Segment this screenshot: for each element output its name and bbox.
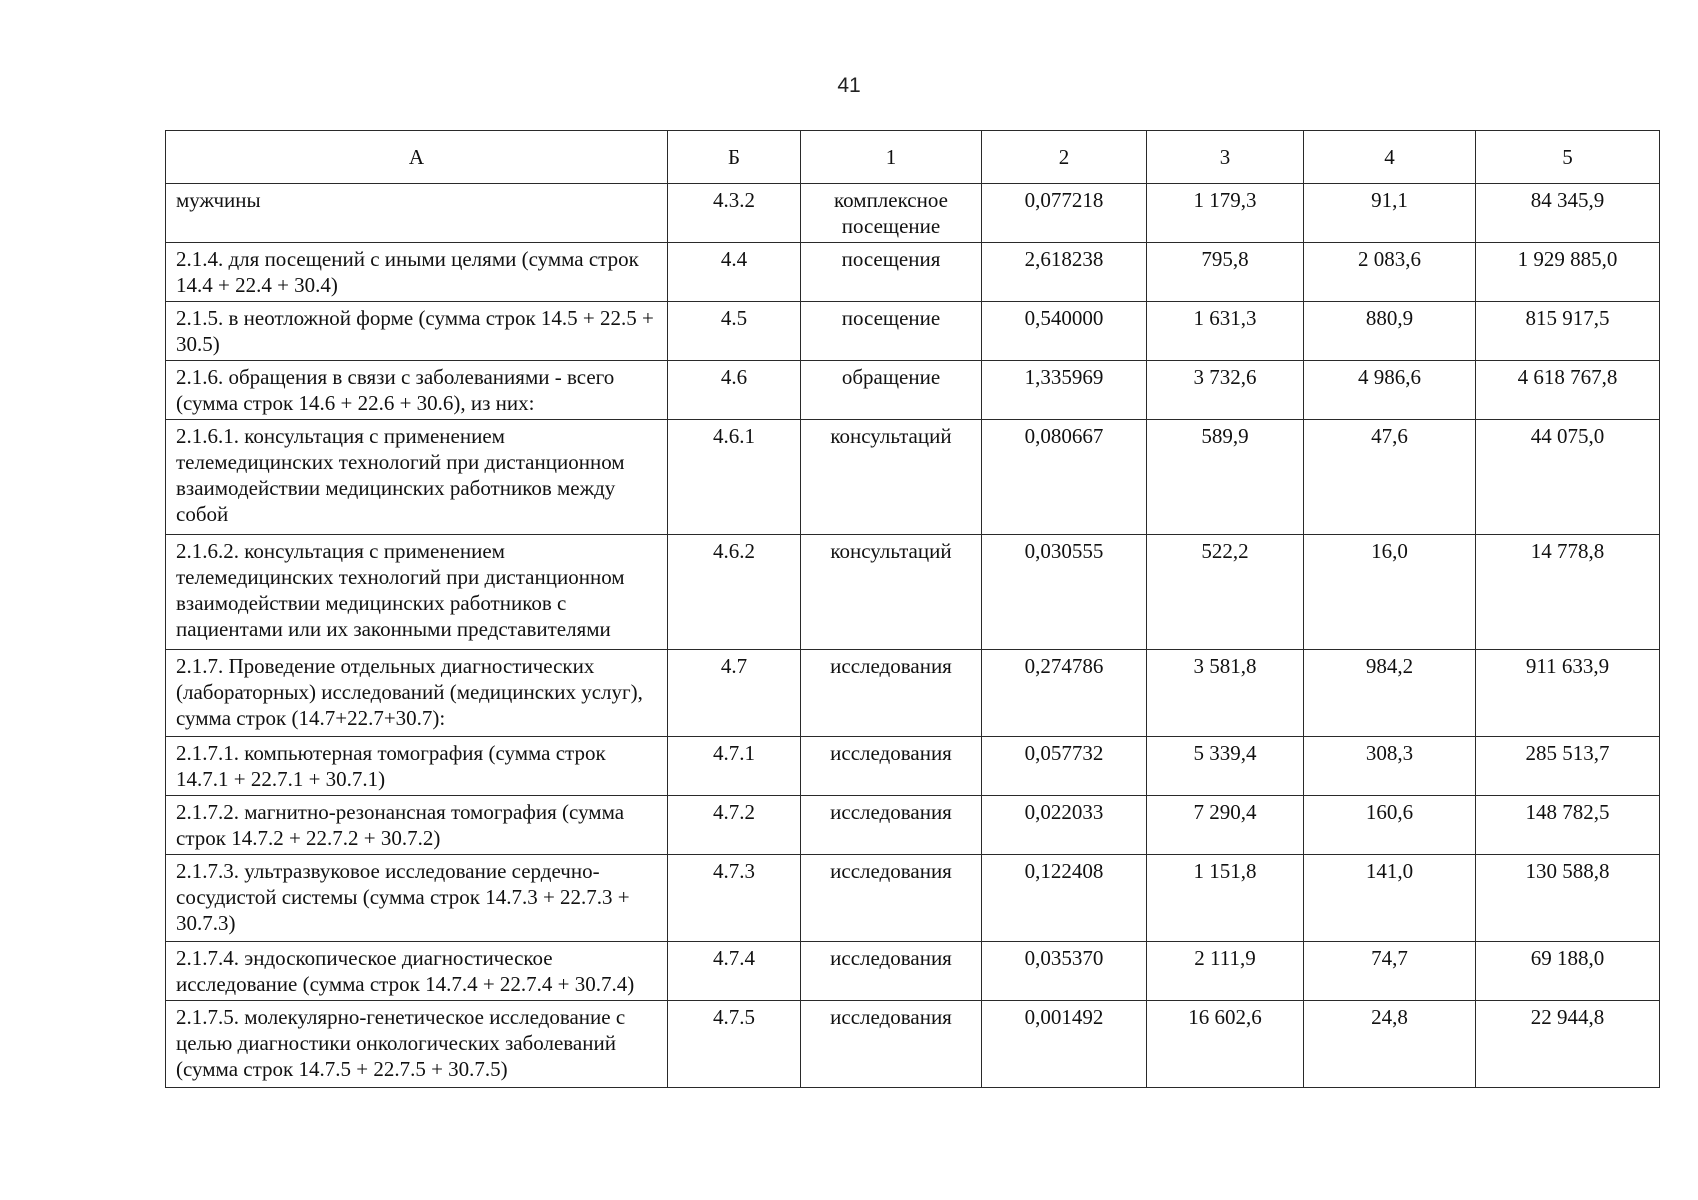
table-cell: 880,9 [1304,302,1476,361]
table-cell: 0,022033 [982,796,1147,855]
row-label-cell: 2.1.7. Проведение отдельных диагностических (лабораторных) исследований (медицинских услуг), сумма строк (14.7+22.7+30.7): [166,650,668,737]
table-cell: 1 631,3 [1147,302,1304,361]
row-label-cell: 2.1.5. в неотложной форме (сумма строк 14.5 + 22.5 + 30.5) [166,302,668,361]
table-cell: 0,035370 [982,942,1147,1001]
table-cell: 69 188,0 [1476,942,1660,1001]
table-row [166,302,1660,361]
row-label-cell: 2.1.7.3. ультразвуковое исследование сердечно-сосудистой системы (сумма строк 14.7.3 + 22.7.3 + 30.7.3) [166,855,668,942]
table-cell: 3 581,8 [1147,650,1304,737]
column-header: Б [668,131,801,184]
table-row [166,855,1660,942]
table-cell: 0,030555 [982,535,1147,650]
table-cell: исследования [801,1001,982,1088]
table-cell: 141,0 [1304,855,1476,942]
table-cell: 522,2 [1147,535,1304,650]
table-cell: 2,618238 [982,243,1147,302]
table-row [166,650,1660,737]
row-label-cell: 2.1.7.1. компьютерная томография (сумма строк 14.7.1 + 22.7.1 + 30.7.1) [166,737,668,796]
table-cell: 308,3 [1304,737,1476,796]
table-row [166,243,1660,302]
table-cell: комплексное посещение [801,184,982,243]
table-cell: исследования [801,737,982,796]
table-cell: исследования [801,650,982,737]
table-cell: 14 778,8 [1476,535,1660,650]
table-cell: 91,1 [1304,184,1476,243]
table-cell: 815 917,5 [1476,302,1660,361]
table-row [166,1001,1660,1088]
table-cell: 4 618 767,8 [1476,361,1660,420]
table-cell: исследования [801,796,982,855]
table-cell: 0,057732 [982,737,1147,796]
row-label-cell: 2.1.6. обращения в связи с заболеваниями - всего (сумма строк 14.6 + 22.6 + 30.6), из них: [166,361,668,420]
table-cell: 4.6.2 [668,535,801,650]
data-table [165,130,1660,1088]
row-label-cell: мужчины [166,184,668,243]
table-row [166,535,1660,650]
table-cell: 795,8 [1147,243,1304,302]
table-cell: 1 929 885,0 [1476,243,1660,302]
table-cell: 84 345,9 [1476,184,1660,243]
table-cell: 0,001492 [982,1001,1147,1088]
table-cell: 47,6 [1304,420,1476,535]
table-cell: 4.7.1 [668,737,801,796]
row-label-cell: 2.1.6.1. консультация с применением телемедицинских технологий при дистанционном взаимодействии медицинских работников между собой [166,420,668,535]
row-label-cell: 2.1.7.2. магнитно-резонансная томография (сумма строк 14.7.2 + 22.7.2 + 30.7.2) [166,796,668,855]
table-row [166,796,1660,855]
row-label-cell: 2.1.6.2. консультация с применением телемедицинских технологий при дистанционном взаимодействии медицинских работников с пациентами или их законными представителями [166,535,668,650]
table-cell: 2 083,6 [1304,243,1476,302]
table-cell: 3 732,6 [1147,361,1304,420]
table-row [166,184,1660,243]
row-label-cell: 2.1.7.4. эндоскопическое диагностическое исследование (сумма строк 14.7.4 + 22.7.4 + 30.7.4) [166,942,668,1001]
column-header: 5 [1476,131,1660,184]
table-cell: 5 339,4 [1147,737,1304,796]
table-cell: 74,7 [1304,942,1476,1001]
table-cell: 4.6.1 [668,420,801,535]
table-cell: 4.7.5 [668,1001,801,1088]
table-cell: 160,6 [1304,796,1476,855]
table-cell: 7 290,4 [1147,796,1304,855]
table-cell: 4.4 [668,243,801,302]
table-cell: посещения [801,243,982,302]
table-cell: 130 588,8 [1476,855,1660,942]
table-cell: 1 179,3 [1147,184,1304,243]
table-cell: исследования [801,942,982,1001]
table-cell: 16,0 [1304,535,1476,650]
table-cell: 24,8 [1304,1001,1476,1088]
table-cell: 4.7.3 [668,855,801,942]
table-cell: обращение [801,361,982,420]
table-cell: 148 782,5 [1476,796,1660,855]
table-cell: консультаций [801,535,982,650]
row-label-cell: 2.1.4. для посещений с иными целями (сумма строк 14.4 + 22.4 + 30.4) [166,243,668,302]
table-cell: 1 151,8 [1147,855,1304,942]
column-header: 3 [1147,131,1304,184]
table-cell: 285 513,7 [1476,737,1660,796]
table-cell: 4.7.4 [668,942,801,1001]
table-cell: 911 633,9 [1476,650,1660,737]
table-row [166,737,1660,796]
table-cell: 2 111,9 [1147,942,1304,1001]
table-cell: 984,2 [1304,650,1476,737]
table-cell: 4.7.2 [668,796,801,855]
column-header: 4 [1304,131,1476,184]
table-cell: 1,335969 [982,361,1147,420]
table-cell: 4 986,6 [1304,361,1476,420]
table-row [166,361,1660,420]
column-header: 1 [801,131,982,184]
column-header: А [166,131,668,184]
table-cell: консультаций [801,420,982,535]
table-cell: 4.6 [668,361,801,420]
table-cell: 16 602,6 [1147,1001,1304,1088]
table-cell: 4.7 [668,650,801,737]
table-cell: 0,122408 [982,855,1147,942]
table-cell: 0,274786 [982,650,1147,737]
table-cell: 0,080667 [982,420,1147,535]
table-cell: исследования [801,855,982,942]
column-header: 2 [982,131,1147,184]
table-row [166,420,1660,535]
table-cell: 22 944,8 [1476,1001,1660,1088]
table-cell: 0,077218 [982,184,1147,243]
page-number: 41 [837,74,861,97]
table-cell: 4.5 [668,302,801,361]
table-cell: 44 075,0 [1476,420,1660,535]
table-row [166,942,1660,1001]
table-cell: 589,9 [1147,420,1304,535]
header-row [166,131,1660,184]
table-cell: 0,540000 [982,302,1147,361]
table-cell: 4.3.2 [668,184,801,243]
table-cell: посещение [801,302,982,361]
row-label-cell: 2.1.7.5. молекулярно-генетическое исследование с целью диагностики онкологических заболеваний (сумма строк 14.7.5 + 22.7.5 + 30.7.5) [166,1001,668,1088]
